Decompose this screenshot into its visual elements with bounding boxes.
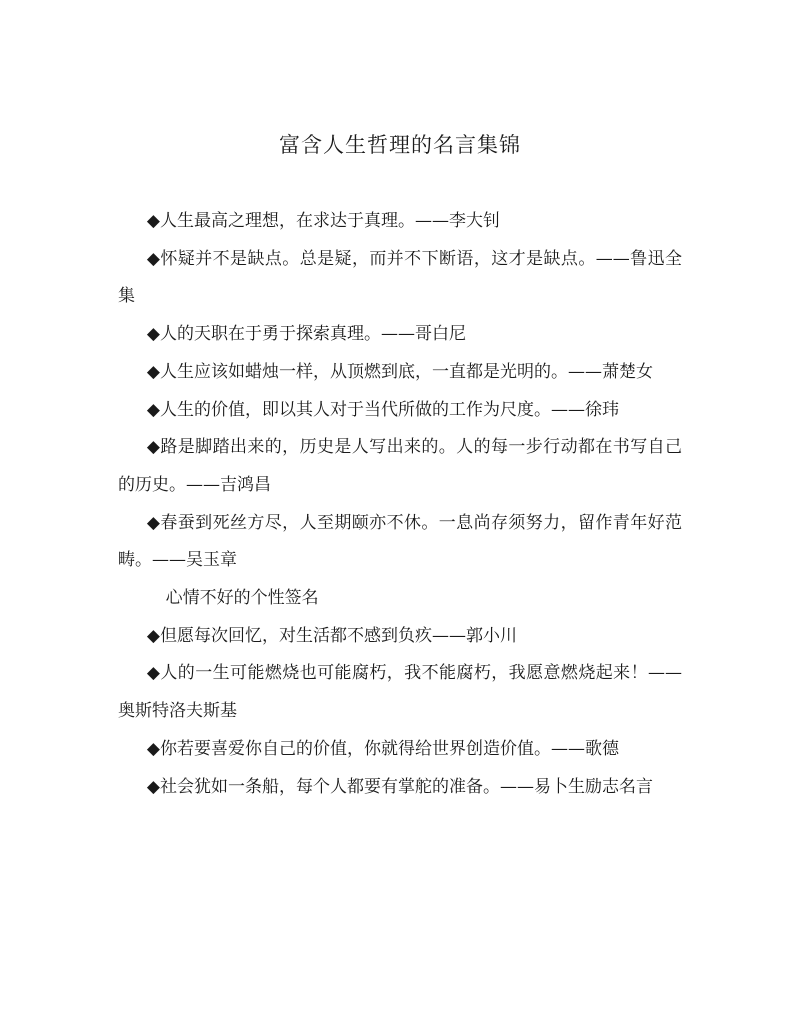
quote-paragraph: ◆但愿每次回忆，对生活都不感到负疚——郭小川 xyxy=(146,625,517,646)
document-title: 富含人生哲理的名言集锦 xyxy=(279,133,521,157)
quote-paragraph: ◆春蚕到死丝方尽，人至期颐亦不休。一息尚存须努力，留作青年好范畴。——吴玉章 xyxy=(118,512,682,571)
quote-paragraph: ◆人生最高之理想，在求达于真理。——李大钊 xyxy=(146,211,500,231)
quote-paragraph: ◆人的天职在于勇于探索真理。——哥白尼 xyxy=(146,324,466,345)
document-body xyxy=(118,203,682,806)
quote-paragraph: ◆人生应该如蜡烛一样，从顶燃到底，一直都是光明的。——萧楚女 xyxy=(146,361,653,382)
quote-paragraph: ◆人生的价值，即以其人对于当代所做的工作为尺度。——徐玮 xyxy=(146,399,619,420)
quote-paragraph: ◆你若要喜爱你自己的价值，你就得给世界创造价值。——歌德 xyxy=(146,738,619,759)
quote-paragraph: ◆路是脚踏出来的，历史是人写出来的。人的每一步行动都在书写自己的历史。——吉鸿昌 xyxy=(118,437,682,495)
quote-paragraph: ◆社会犹如一条船，每个人都要有掌舵的准备。——易卜生励志名言 xyxy=(146,776,653,797)
quote-paragraph: ◆怀疑并不是缺点。总是疑，而并不下断语，这才是缺点。——鲁迅全集 xyxy=(118,248,682,307)
quote-paragraph: ◆人的一生可能燃烧也可能腐朽，我不能腐朽，我愿意燃烧起来！——奥斯特洛夫斯基 xyxy=(118,663,682,722)
section-heading: 心情不好的个性签名 xyxy=(165,588,319,609)
